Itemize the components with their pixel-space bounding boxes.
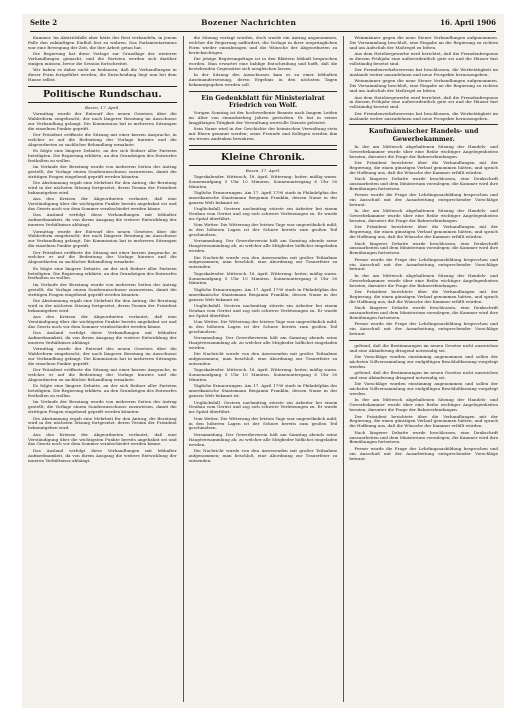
paragraph: Weinmänner gegen die neue Steuer Verhandlungen aufgenommen. Die Versammlung beschloß, eine Eingabe an die Regierung zu richten und um Aufschub der Maßregel zu bitten. [349,36,499,50]
paragraph: In der am Mittwoch abgehaltenen Sitzung der Handels- und Gewerbekammer wurde über eine Reihe wichtiger Angelegenheiten beraten, darunter die Frage der Bahnverbindungen. [349,143,499,159]
paragraph: Aus dem Hoteliergewerbe wird berichtet, daß die Fremdenfrequenz in diesem Frühjahr eine außerordentlich gute sei und die Häuser fast vollständig besetzt sind. [349,51,499,66]
paragraph: Ferner wurde die Frage der Lehrlingsausbildung besprochen und ein Ausschuß mit der Ausarbeitung entsprechender Vorschläge betraut. [349,445,499,461]
paragraph: Aus dem Hoteliergewerbe wird berichtet, daß die Fremdenfrequenz in diesem Frühjahr eine außerordentlich gute sei und die Häuser fast vollständig besetzt sind. [349,94,499,110]
paragraph: Der Präsident berichtete über die Verhandlungen mit der Regierung, die einen günstigen Verlauf genommen hätten, und sprach die Hoffnung aus, daß die Wünsche der Kammer erfüllt würden. [349,159,499,175]
divider [349,124,498,125]
column-2 [183,36,338,702]
paragraph: Die Regierung hat diese Vorlage zur Grundlage der weiteren Verhandlungen gemacht, und die Parteien werden sich darüber einigen müssen, bevor die Session fortschreitet. [28,51,177,66]
dateline: Bozen, 17. April. [245,168,281,174]
divider [189,145,338,146]
paragraph: Die Abstimmung ergab eine Mehrheit für den Antrag; die Beratung wird in der nächsten Sitzung fortgesetzt, deren Termin der Präsident bekanntgeben wird. [28,297,177,313]
paragraph: In der am Mittwoch abgehaltenen Sitzung der Handels- und Gewerbekammer wurde über eine Reihe wichtiger Angelegenheiten beraten, darunter die Frage der Bahnverbindungen. [349,208,499,224]
paragraph: Tageskalender. Mittwoch, 18. April. Witterung: heiter, mäßig warm. Sonnenaufgang 5 Uhr 10 Minuten, Sonnenuntergang 6 Uhr 50 Minuten. [188,173,338,189]
paragraph: Vom Wetter. Die Witterung der letzten Tage war ungewöhnlich mild; in den höheren Lagen ist der Schnee bereits zum großen Teil geschmolzen. [188,318,338,334]
paragraph: Unglücksfall. Gestern nachmittag stürzte ein Arbeiter bei einem Neubau vom Gerüst und zog sich schwere Verletzungen zu. Er wurde ins Spital überführt. [188,399,338,415]
paragraph: Ferner wurde die Frage der Lehrlingsausbildung besprochen und ein Ausschuß mit der Ausarbeitung entsprechender Vorschläge betraut. [349,256,499,272]
paragraph: Ferner wurde die Frage der Lehrlingsausbildung besprochen und ein Ausschuß mit der Ausarbeitung entsprechender Vorschläge betraut. [349,321,499,336]
paragraph: Vom Wetter. Die Witterung der letzten Tage war ungewöhnlich mild; in den höheren Lagen ist der Schnee bereits zum großen Teil geschmolzen. [188,222,338,238]
paragraph: Wir haben es daher nicht zu bedauern, daß die Verhandlungen in dieser Form fortgeführt werden; die Entscheidung liegt nun bei dem Hause selbst. [28,67,177,83]
paragraph: Der Präsident eröffnete die Sitzung mit einer kurzen Ansprache, in welcher er auf die Bedeutung der Vorlage hinwies und die Abgeordneten zu sachlicher Behandlung ermahnte. [28,131,177,147]
paragraph: Im Verlaufe der Beratung wurde von mehreren Seiten der Antrag gestellt, die Vorlage einem Sonderausschusse zuzuweisen, damit die strittigen Fragen eingehend geprüft werden könnten. [28,281,177,297]
paragraph: Tägliche Erinnerungen. Am 17. April 1790 starb in Philadelphia der amerikanische Staatsmann Benjamin Franklin, dessen Name in der ganzen Welt bekannt ist. [188,383,338,399]
paragraph: Die Vorschläge wurden einstimmig angenommen und sollen der nächsten Vollversammlung zur endgültigen Beschlußfassung vorgelegt werden. [349,381,499,397]
paragraph: Der Präsident berichtete über die Verhandlungen mit der Regierung, die einen günstigen Verlauf genommen hätten, und sprach die Hoffnung aus, daß die Wünsche der Kammer erfüllt würden. [349,413,499,429]
paragraph: Nach längerer Debatte wurde beschlossen, eine Denkschrift auszuarbeiten und dem Ministerium vorzulegen; die Kammer wird ihre Bemühungen fortsetzen. [349,304,499,320]
article-title: Kaufmännischer Handels- und Gewerbekammer. [368,127,479,143]
paragraph: Das Ausland verfolgt diese Verhandlungen mit lebhafter Aufmerksamkeit, da von ihrem Ausgang die weitere Entwicklung der inneren Verhältnisse abhängt. [28,212,177,228]
paragraph: In der am Mittwoch abgehaltenen Sitzung der Handels- und Gewerbekammer wurde über eine Reihe wichtiger Angelegenheiten beraten, darunter die Frage der Bahnverbindungen. [349,397,499,413]
paragraph: Aus den Kreisen der Abgeordneten verlautet, daß eine Verständigung über die wichtigsten Punkte bereits angebahnt sei und das Gesetz noch vor dem Sommer verabschiedet werden könne. [28,196,177,212]
paragraph: Die Nachricht wurde von den Anwesenden mit großer Teilnahme aufgenommen; man beschloß, eine Abordnung zur Trauerfeier zu entsenden. [188,254,338,270]
paragraph: Sein Name wird in der Geschichte der heimischen Verwaltung stets mit Ehren genannt werden; seine Freunde und Kollegen werden ihm ein treues Andenken bewahren. [188,126,338,142]
paragraph: Der Fremdenverkehrsverein hat beschlossen, die Werbetätigkeit im Auslande weiter auszudehnen und neue Prospekte herauszugeben. [349,110,499,121]
page-number: Seite 2 [30,18,58,27]
paragraph: Das Ausland verfolgt diese Verhandlungen mit lebhafter Aufmerksamkeit, da von ihrem Ausgang die weitere Entwicklung der inneren Verhältnisse abhängt. [28,330,177,345]
divider [189,91,338,92]
paragraph: Tageskalender. Mittwoch, 18. April. Witterung: heiter, mäßig warm. Sonnenaufgang 5 Uhr 10 Minuten, Sonnenuntergang 6 Uhr 50 Minuten. [188,270,338,286]
paragraph: geltend, daß die Bestimmungen im neuen Gesetze nicht ausreichen und eine Abänderung dringend notwendig sei. [349,342,499,353]
paragraph: Das Ausland verfolgt diese Verhandlungen mit lebhafter Aufmerksamkeit, da von ihrem Ausgang die weitere Entwicklung der inneren Verhältnisse abhängt. [28,447,177,463]
paragraph: Die jetzige Regierungsfrage ist in den Blättern lebhaft besprochen worden. Man erwartet eine baldige Entscheidung und hofft, daß die bestehenden Gegensätze sich ausgleichen lassen. [188,56,338,71]
paragraph: Weinmänner gegen die neue Steuer Verhandlungen aufgenommen. Die Versammlung beschloß, eine Eingabe an die Regierung zu richten und um Aufschub der Maßregel zu bitten. [349,78,499,94]
column-3 [343,36,498,702]
paragraph: Der Fremdenverkehrsverein hat beschlossen, die Werbetätigkeit im Auslande weiter auszudehnen und neue Prospekte herauszugeben. [349,67,499,78]
paragraph: Unglücksfall. Gestern nachmittag stürzte ein Arbeiter bei einem Neubau vom Gerüst und zog sich schwere Verletzungen zu. Er wurde ins Spital überführt. [188,302,338,318]
paragraph: geltend, daß die Bestimmungen im neuen Gesetze nicht ausreichen und eine Abänderung dringend notwendig sei. [349,370,499,380]
paragraph: Aus den Kreisen der Abgeordneten verlautet, daß eine Verständigung über die wichtigsten Punkte bereits angebahnt sei und das Gesetz noch vor dem Sommer verabschiedet werden könne. [28,431,177,447]
issue-date: 16. April 1906 [440,18,496,27]
dateline: Bozen, 17. April. [85,104,120,110]
paragraph: Nach längerer Debatte wurde beschlossen, eine Denkschrift auszuarbeiten und dem Ministerium vorzulegen; die Kammer wird ihre Bemühungen fortsetzen. [349,176,499,191]
section-title: Politische Rundschau. [28,86,177,103]
article-title: Ein Gedenkblatt für Ministerialrat Friedrich von Wolf. [201,93,325,110]
paragraph: Die Nachricht wurde von den Anwesenden mit großer Teilnahme aufgenommen; man beschloß, eine Abordnung zur Trauerfeier zu entsenden. [188,447,338,463]
paragraph: Der Präsident berichtete über die Verhandlungen mit der Regierung, die einen günstigen Verlauf genommen hätten, und sprach die Hoffnung aus, daß die Wünsche der Kammer erfüllt würden. [349,288,499,304]
paragraph: Nach längerer Debatte wurde beschlossen, eine Denkschrift auszuarbeiten und dem Ministerium vorzulegen; die Kammer wird ihre Bemühungen fortsetzen. [349,429,499,445]
paragraph: Im Verlaufe der Beratung wurde von mehreren Seiten der Antrag gestellt, die Vorlage einem Sonderausschusse zuzuweisen, damit die strittigen Fragen eingehend geprüft werden könnten. [28,164,177,179]
paragraph: In der Sitzung des Ausschusses kam es zu einer lebhaften Auseinandersetzung, deren Ergebnis in den nächsten Tagen bekanntgegeben werden soll. [188,72,338,87]
page-header [30,18,496,32]
paragraph: Der Präsident eröffnete die Sitzung mit einer kurzen Ansprache, in welcher er auf die Bedeutung der Vorlage hinwies und die Abgeordneten zu sachlicher Behandlung ermahnte. [28,249,177,265]
paragraph: Der Präsident berichtete über die Verhandlungen mit der Regierung, die einen günstigen Verlauf genommen hätten, und sprach die Hoffnung aus, daß die Wünsche der Kammer erfüllt würden. [349,224,499,240]
newspaper-page [22,14,504,708]
divider [349,340,498,341]
paragraph: Kammer. Im Abstrichfalle aber hätte der Rest verhandeln, in jenem Falle den zukünftigen Einfluß fest zu wahren. Das Parlamentarismus war eine Bewegung der Zeit, die ihre Arbeit getan hat. [28,36,177,50]
paragraph: Die Nachricht wurde von den Anwesenden mit großer Teilnahme aufgenommen; man beschloß, eine Abordnung zur Trauerfeier zu entsenden. [188,351,338,366]
paragraph: Es folgte eine längere Debatte, an der sich Redner aller Parteien beteiligten. Die Regierung erklärte, an den Grundzügen des Entwurfes festhalten zu wollen. [28,265,177,281]
paragraph: Vormittag wurde der Entwurf des neuen Gesetzes über die Wahlreform eingebracht, der nach längerer Beratung im Ausschusse zur Verhandlung gelangt. Die Kommission hat in mehreren Sitzungen die einzelnen Punkte geprüft. [28,110,177,131]
paragraph: Nach längerer Debatte wurde beschlossen, eine Denkschrift auszuarbeiten und dem Ministerium vorzulegen; die Kammer wird ihre Bemühungen fortsetzen. [349,240,499,256]
paragraph: Es folgte eine längere Debatte, an der sich Redner aller Parteien beteiligten. Die Regierung erklärte, an den Grundzügen des Entwurfes festhalten zu wollen. [28,383,177,399]
paragraph: Im Verlaufe der Beratung wurde von mehreren Seiten der Antrag gestellt, die Vorlage einem Sonderausschusse zuzuweisen, damit die strittigen Fragen eingehend geprüft werden könnten. [28,399,177,415]
paragraph: Vom Wetter. Die Witterung der letzten Tage war ungewöhnlich mild; in den höheren Lagen ist der Schnee bereits zum großen Teil geschmolzen. [188,415,338,431]
paragraph: die Sitzung vertagt worden, doch wurde ein Antrag angenommen, welcher die Regierung auffordert, die Vorlage in ihrer ursprünglichen Form wieder einzubringen und die Wünsche der Abgeordneten zu berücksichtigen. [188,36,338,55]
paragraph: Die Abstimmung ergab eine Mehrheit für den Antrag; die Beratung wird in der nächsten Sitzung fortgesetzt, deren Termin der Präsident bekanntgeben wird. [28,415,177,431]
section-title: Kleine Chronik. [189,149,338,166]
paragraph: Aus den Kreisen der Abgeordneten verlautet, daß eine Verständigung über die wichtigsten Punkte bereits angebahnt sei und das Gesetz noch vor dem Sommer verabschiedet werden könne. [28,313,177,329]
paragraph: In der am Mittwoch abgehaltenen Sitzung der Handels- und Gewerbekammer wurde über eine Reihe wichtiger Angelegenheiten beraten, darunter die Frage der Bahnverbindungen. [349,272,499,288]
paragraph: Ferner wurde die Frage der Lehrlingsausbildung besprochen und ein Ausschuß mit der Ausarbeitung entsprechender Vorschläge betraut. [349,192,499,207]
paragraph: Die Vorschläge wurden einstimmig angenommen und sollen der nächsten Vollversammlung zur endgültigen Beschlußfassung vorgelegt werden. [349,353,499,369]
paragraph: Vormittag wurde der Entwurf des neuen Gesetzes über die Wahlreform eingebracht, der nach längerer Beratung im Ausschusse zur Verhandlung gelangt. Die Kommission hat in mehreren Sitzungen die einzelnen Punkte geprüft. [28,346,177,366]
article-columns [28,36,498,702]
paragraph: Versammlung. Der Gewerbeverein hält am Samstag abends seine Hauptversammlung ab, zu welcher alle Mitglieder höflichst eingeladen werden. [188,335,338,350]
paragraph: Tageskalender. Mittwoch, 18. April. Witterung: heiter, mäßig warm. Sonnenaufgang 5 Uhr 10 Minuten, Sonnenuntergang 6 Uhr 50 Minuten. [188,367,338,383]
paragraph: Vormittag wurde der Entwurf des neuen Gesetzes über die Wahlreform eingebracht, der nach längerer Beratung im Ausschusse zur Verhandlung gelangt. Die Kommission hat in mehreren Sitzungen die einzelnen Punkte geprüft. [28,228,177,249]
column-1 [28,36,177,702]
paragraph: Unglücksfall. Gestern nachmittag stürzte ein Arbeiter bei einem Neubau vom Gerüst und zog sich schwere Verletzungen zu. Er wurde ins Spital überführt. [188,206,338,222]
paragraph: Der Präsident eröffnete die Sitzung mit einer kurzen Ansprache, in welcher er auf die Bedeutung der Vorlage hinwies und die Abgeordneten zu sachlicher Behandlung ermahnte. [28,367,177,383]
paragraph: Versammlung. Der Gewerbeverein hält am Samstag abends seine Hauptversammlung ab, zu welcher alle Mitglieder höflichst eingeladen werden. [188,431,338,447]
paragraph: Vorigen Sonntag ist der hochverdiente Beamte nach langem Leiden im Alter von einundsiebzig Jahren gestorben. Er hat in seiner langjährigen Tätigkeit der Verwaltung wertvolle Dienste geleistet. [188,110,338,126]
paragraph: Tägliche Erinnerungen. Am 17. April 1790 starb in Philadelphia der amerikanische Staatsmann Benjamin Franklin, dessen Name in der ganzen Welt bekannt ist. [188,286,338,302]
newspaper-title: Bozener Nachrichten [201,18,297,27]
paragraph: Versammlung. Der Gewerbeverein hält am Samstag abends seine Hauptversammlung ab, zu welcher alle Mitglieder höflichst eingeladen werden. [188,238,338,254]
paragraph: Es folgte eine längere Debatte, an der sich Redner aller Parteien beteiligten. Die Regierung erklärte, an den Grundzügen des Entwurfes festhalten zu wollen. [28,147,177,163]
paragraph: Tägliche Erinnerungen. Am 17. April 1790 starb in Philadelphia der amerikanische Staatsmann Benjamin Franklin, dessen Name in der ganzen Welt bekannt ist. [188,190,338,205]
paragraph: Die Abstimmung ergab eine Mehrheit für den Antrag; die Beratung wird in der nächsten Sitzung fortgesetzt, deren Termin der Präsident bekanntgeben wird. [28,180,177,195]
